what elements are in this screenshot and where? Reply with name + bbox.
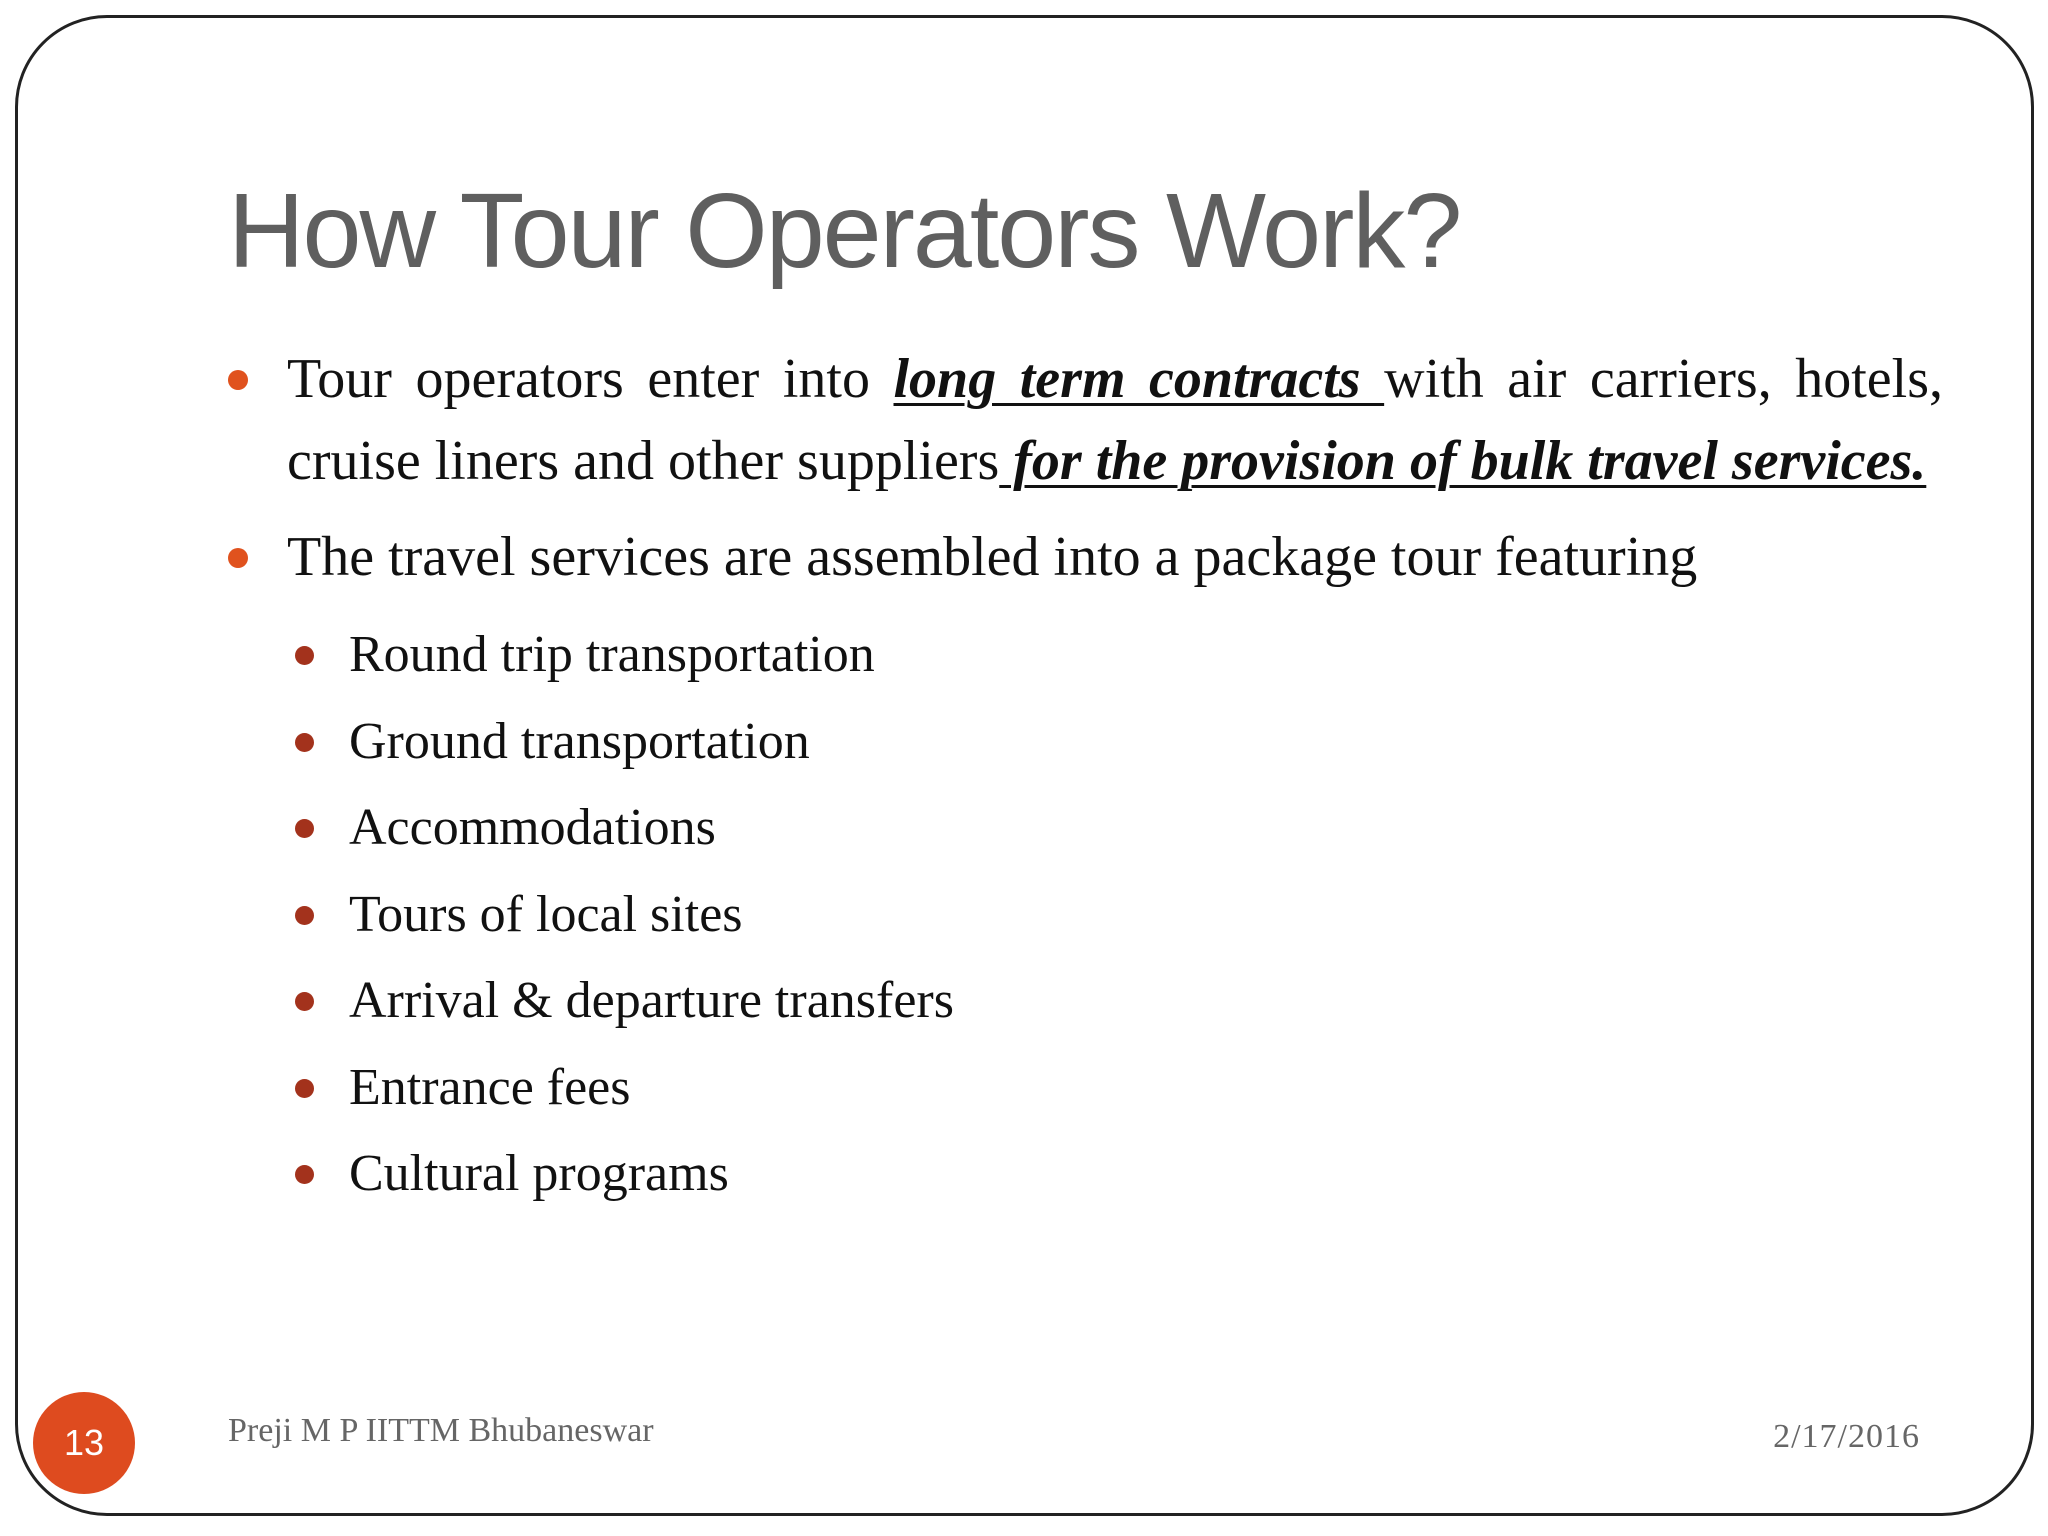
bullet-contracts [225, 338, 1943, 502]
list-item: Tours of local sites [225, 872, 1943, 959]
bullet-text: with air carriers, hotels, cruise liners and other suppliers [287, 348, 1944, 492]
sub-bullet-dot-icon [295, 819, 314, 838]
footer-author: Preji M P IITTM Bhubaneswar [228, 1412, 654, 1449]
list-item: Accommodations [225, 785, 1943, 872]
slide-title: How Tour Operators Work? [228, 172, 1461, 290]
list-item: Ground transportation [225, 699, 1943, 786]
bullet-text: The travel services are assembled into a package tour featuring [287, 526, 1698, 588]
sub-bullet-dot-icon [295, 1079, 314, 1098]
package-features-list [225, 612, 1943, 1218]
page-number-badge: 13 [33, 1392, 135, 1494]
slide-body [225, 338, 1943, 1218]
sub-bullet-dot-icon [295, 646, 314, 665]
slide [15, 15, 2034, 1516]
list-item: Arrival & departure transfers [225, 958, 1943, 1045]
emphasis-bulk-travel-services: for the provision of bulk travel services. [999, 430, 1927, 492]
list-item: Entrance fees [225, 1045, 1943, 1132]
sub-bullet-dot-icon [295, 1165, 314, 1184]
emphasis-long-term-contracts: long term contracts [893, 348, 1385, 410]
sub-bullet-dot-icon [295, 906, 314, 925]
list-item: Round trip transportation [225, 612, 1943, 699]
sub-bullet-dot-icon [295, 992, 314, 1011]
list-item: Cultural programs [225, 1131, 1943, 1218]
sub-bullet-dot-icon [295, 733, 314, 752]
bullet-dot-icon [228, 548, 248, 568]
bullet-package-tour [225, 516, 1943, 598]
bullet-text: Tour operators enter into [287, 348, 894, 410]
footer-date: 2/17/2016 [1773, 1418, 1920, 1455]
bullet-dot-icon [228, 370, 248, 390]
